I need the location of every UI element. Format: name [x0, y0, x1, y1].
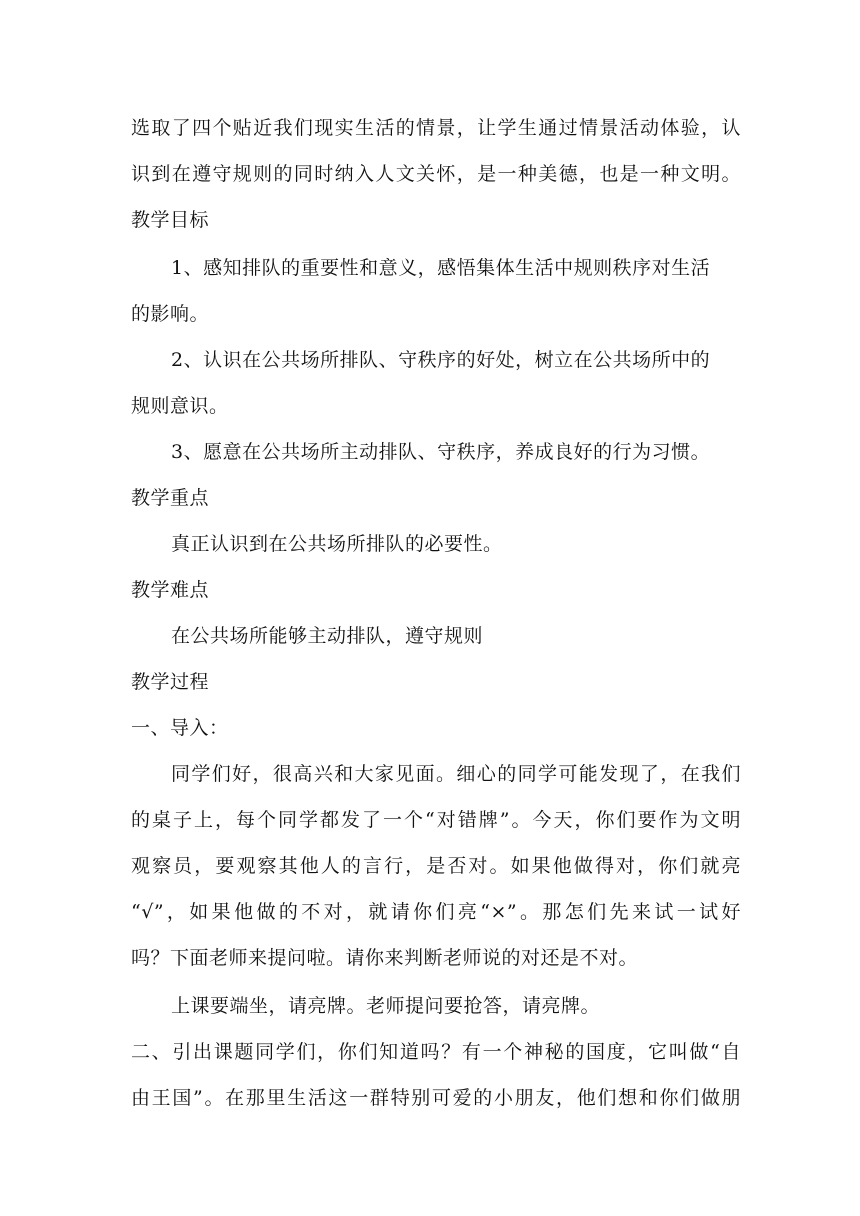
intro-speech-line-1: 同学们好，很高兴和大家见面。细心的同学可能发现了，在我们 — [171, 763, 741, 785]
intro-speech-line-3: 观察员，要观察其他人的言行，是否对。如果他做得对，你们就亮 — [131, 855, 741, 877]
intro-speech-line-2: 的桌子上，每个同学都发了一个“对错牌”。今天，你们要作为文明 — [131, 809, 741, 831]
intro-paragraph-line-1: 选取了四个贴近我们现实生活的情景，让学生通过情景活动体验，认 — [131, 117, 741, 139]
teaching-focus-text: 真正认识到在公共场所排队的必要性。 — [171, 533, 503, 555]
classroom-rule-examples: 上课要端坐，请亮牌。老师提问要抢答，请亮牌。 — [171, 995, 601, 1017]
goal-1-line-2: 的影响。 — [131, 303, 210, 325]
section-2-line-2: 由王国”。在那里生活这一群特别可爱的小朋友，他们想和你们做朋 — [131, 1087, 741, 1109]
goal-3: 3、愿意在公共场所主动排队、守秩序，养成良好的行为习惯。 — [171, 441, 711, 463]
goal-2-line-2: 规则意识。 — [131, 395, 229, 417]
intro-speech-line-4: “√”，如果他做的不对，就请你们亮“×”。那怎们先来试一试好 — [131, 901, 741, 923]
goal-1-line-1: 1、感知排队的重要性和意义，感悟集体生活中规则秩序对生活 — [171, 257, 711, 279]
goal-2-line-1: 2、认识在公共场所排队、守秩序的好处，树立在公共场所中的 — [171, 349, 711, 371]
heading-teaching-focus: 教学重点 — [131, 487, 210, 509]
teaching-difficulty-text: 在公共场所能够主动排队，遵守规则 — [171, 625, 484, 647]
intro-speech-line-5: 吗？下面老师来提问啦。请你来判断老师说的对还是不对。 — [131, 947, 639, 969]
heading-teaching-process: 教学过程 — [131, 671, 210, 693]
heading-teaching-goals: 教学目标 — [131, 209, 210, 231]
section-2-line-1: 二、引出课题同学们，你们知道吗？有一个神秘的国度，它叫做“自 — [131, 1041, 741, 1063]
heading-teaching-difficulty: 教学难点 — [131, 579, 210, 601]
section-1-heading: 一、导入： — [131, 717, 229, 739]
intro-paragraph-line-2: 识到在遵守规则的同时纳入人文关怀，是一种美德，也是一种文明。 — [131, 163, 741, 185]
